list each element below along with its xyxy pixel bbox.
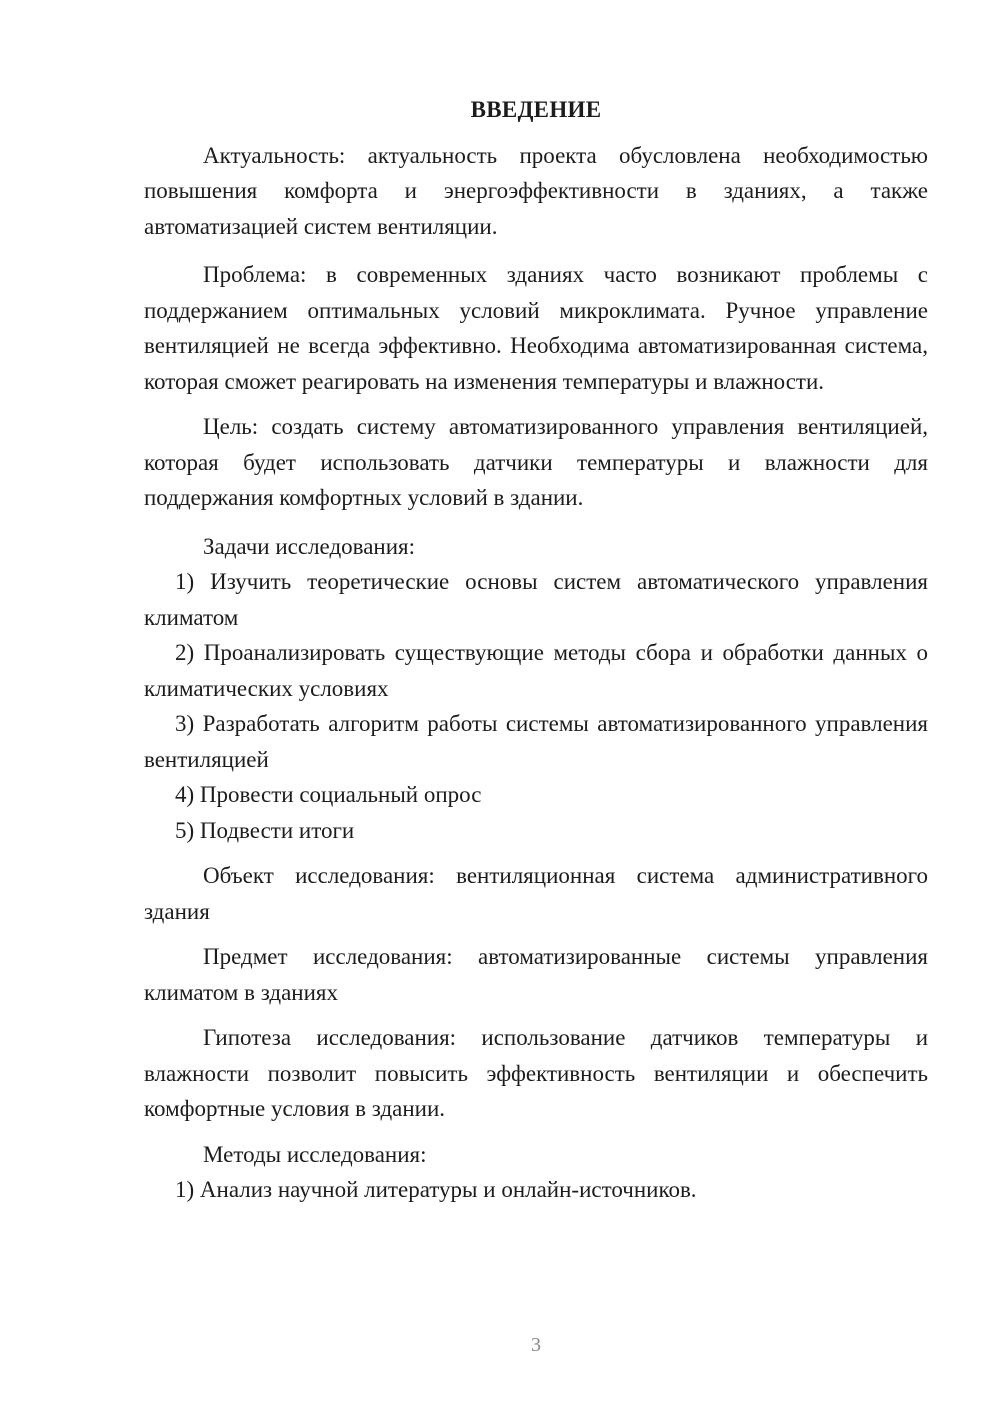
object-paragraph: Объект исследования: вентиляционная система административного здания bbox=[144, 863, 928, 924]
list-item: 2) Проанализировать существующие методы сбора и обработки данных о климатических условиях bbox=[144, 640, 928, 701]
page-content bbox=[144, 92, 928, 1208]
list-item: 5) Подвести итоги bbox=[175, 817, 355, 843]
methods-list bbox=[144, 1172, 928, 1208]
tasks-list bbox=[144, 564, 928, 848]
relevance-paragraph: Актуальность: актуальность проекта обусловлена необходимостью повышения комфорта и энергоэффективности в зданиях, а также автоматизацией систем вентиляции. bbox=[144, 142, 928, 239]
tasks-heading: Задачи исследования: bbox=[203, 533, 416, 559]
page-number: 3 bbox=[531, 1334, 541, 1356]
list-item: 3) Разработать алгоритм работы системы автоматизированного управления вентиляцией bbox=[144, 711, 928, 772]
list-item: 1) Анализ научной литературы и онлайн-источников. bbox=[175, 1177, 697, 1202]
hypothesis-paragraph: Гипотеза исследования: использование датчиков температуры и влажности позволит повысить эффективность вентиляции и обеспечить комфортные условия в здании. bbox=[144, 1025, 928, 1121]
subject-paragraph: Предмет исследования: автоматизированные системы управления климатом в зданиях bbox=[144, 944, 928, 1005]
list-item: 4) Провести социальный опрос bbox=[175, 782, 482, 807]
list-item: 1) Изучить теоретические основы систем автоматического управления климатом bbox=[144, 569, 928, 630]
methods-heading: Методы исследования: bbox=[203, 1141, 427, 1167]
goal-paragraph: Цель: создать систему автоматизированного управления вентиляцией, которая будет использовать датчики температуры и влажности для поддержания комфортных условий в здании. bbox=[144, 414, 928, 510]
page-title: ВВЕДЕНИЕ bbox=[470, 97, 602, 122]
problem-paragraph: Проблема: в современных зданиях часто возникают проблемы с поддержанием оптимальных условий микроклимата. Ручное управление вентиляцией не всегда эффективно. Необходима автоматизированная система, которая сможет реагировать на изменения температуры и влажности. bbox=[144, 262, 928, 394]
